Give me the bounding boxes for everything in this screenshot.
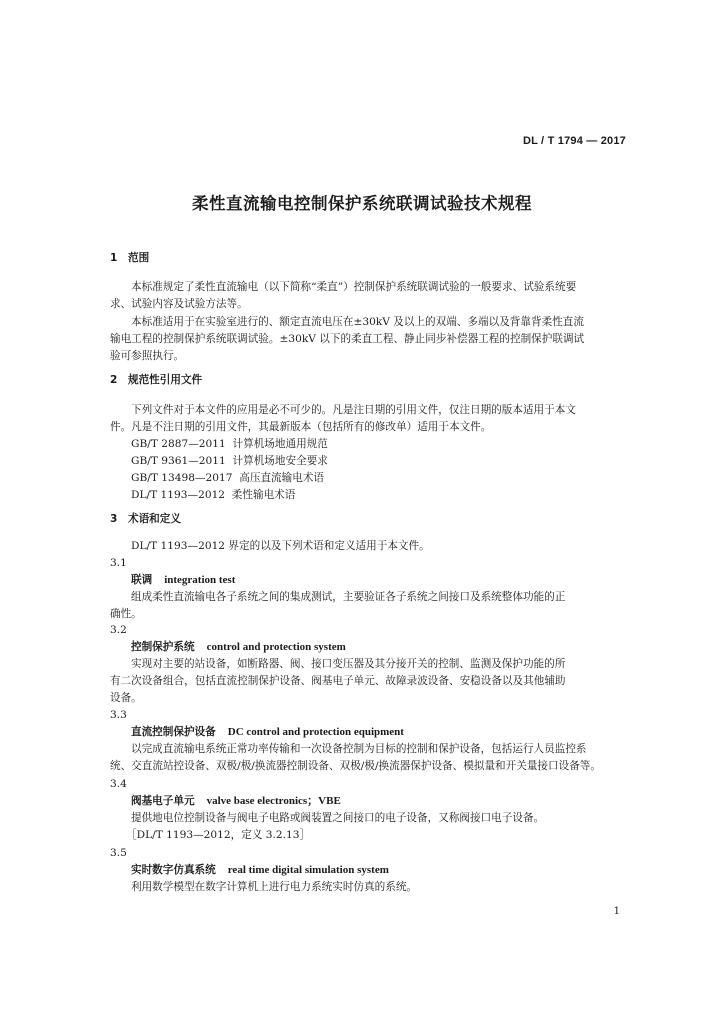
term-number: 3.2 [110,624,127,636]
section-3 [110,511,634,528]
term-en: integration test [164,574,236,586]
term-en: valve base electronics；VBE [206,795,341,807]
term-definition [110,879,634,896]
term-number: 3.4 [110,778,127,790]
text-line: 下列文件对于本文件的应用是必不可少的。凡是注日期的引用文件，仅注日期的版本适用于本文 [131,404,576,416]
term-zh: 直流控制保护设备 [131,726,216,738]
term-3-1 [110,555,634,623]
reference-item [131,487,655,504]
reference-list [110,436,655,504]
reference-title: 高压直流输电术语 [239,472,325,484]
reference-item [131,453,655,470]
paragraph [110,279,634,313]
term-en: DC control and protection equipment [227,726,404,738]
reference-code: GB/T 13498—2017 [131,472,233,484]
text-line: 本标准适用于在实验室进行的、额定直流电压在±30kV 及以上的双端、多端以及背靠背柔性直流 [131,316,584,328]
text-line: 实现对主要的站设备，如断路器、阀、接口变压器及其分接开关的控制、监测及保护功能的所 [131,658,566,670]
section-2 [110,372,634,389]
text-line: 组成柔性直流输电各子系统之间的集成测试，主要验证各子系统之间接口及系统整体功能的正 [131,591,566,603]
text-line: DL/T 1193—2012 界定的以及下列术语和定义适用于本文件。 [131,540,430,552]
reference-title: 计算机场地安全要求 [232,455,328,467]
section-heading [110,511,634,528]
term-heading [110,724,634,741]
reference-title: 计算机场地通用规范 [232,438,328,450]
term-definition [110,810,634,844]
doc-code: DL / T 1794 — 2017 [522,135,626,147]
section-number: 2 [110,374,118,386]
term-3-4 [110,776,634,844]
term-heading [110,793,634,810]
reference-item [131,436,655,453]
term-definition [110,589,634,623]
term-definition [110,741,634,775]
reference-code: GB/T 2887—2011 [131,438,226,450]
text-line: 利用数学模型在数字计算机上进行电力系统实时仿真的系统。 [131,881,418,893]
term-zh: 阀基电子单元 [131,795,195,807]
term-heading [110,572,634,589]
text-line: 验可参照执行。 [110,350,185,362]
term-number: 3.1 [110,557,127,569]
term-en: real time digital simulation system [227,864,389,876]
term-heading [110,862,634,879]
section-1 [110,250,634,267]
reference-code: GB/T 9361—2011 [131,455,226,467]
term-number: 3.3 [110,709,127,721]
text-line: 有二次设备组合，包括直流控制保护设备、阀基电子单元、故障录波设备、安稳设备以及其他辅助 [110,675,566,687]
text-line: 以完成直流输电系统正常功率传输和一次设备控制为目标的控制和保护设备，包括运行人员监控系 [131,743,587,755]
term-zh: 实时数字仿真系统 [131,864,216,876]
section-title: 范围 [128,252,150,264]
term-3-2 [110,622,634,707]
text-line: 本标准规定了柔性直流输电（以下简称“柔直”）控制保护系统联调试验的一般要求、试验系统要 [131,281,577,293]
section-title: 规范性引用文件 [128,374,203,386]
term-3-5 [110,845,634,896]
term-definition [110,656,634,707]
text-line: 输电工程的控制保护系统联调试验。±30kV 以下的柔直工程、静止同步补偿器工程的控制保护联调试 [110,333,585,345]
paragraph [110,538,634,555]
term-heading [110,639,634,656]
term-zh: 联调 [131,574,153,586]
page-number: 1 [613,906,620,917]
citation-line: ［DL/T 1193—2012，定义 3.2.13］ [126,829,311,841]
section-heading [110,372,634,389]
section-number: 3 [110,513,118,525]
paragraph [110,402,634,436]
term-zh: 控制保护系统 [131,641,195,653]
term-3-3 [110,707,634,775]
text-line: 统、交直流站控设备、双极/极/换流器控制设备、双极/极/换流器保护设备、模拟量和开关量接口设备等。 [110,760,601,772]
text-line: 件。凡是不注日期的引用文件，其最新版本（包括所有的修改单）适用于本文件。 [110,421,492,433]
term-number: 3.5 [110,847,127,859]
text-line: 设备。 [110,692,142,704]
section-number: 1 [110,252,118,264]
reference-code: DL/T 1193—2012 [131,489,226,501]
reference-item [131,470,655,487]
term-en: control and protection system [206,641,346,653]
text-line: 求、试验内容及试验方法等。 [110,298,248,310]
text-line: 确性。 [110,608,142,620]
text-line: 提供地电位控制设备与阀电子电路或阀装置之间接口的电子设备，又称阀接口电子设备。 [131,812,545,824]
page-title: 柔性直流输电控制保护系统联调试验技术规程 [192,194,532,213]
section-title: 术语和定义 [128,513,181,525]
section-heading [110,250,634,267]
reference-title: 柔性输电术语 [231,489,296,501]
paragraph [110,314,634,365]
